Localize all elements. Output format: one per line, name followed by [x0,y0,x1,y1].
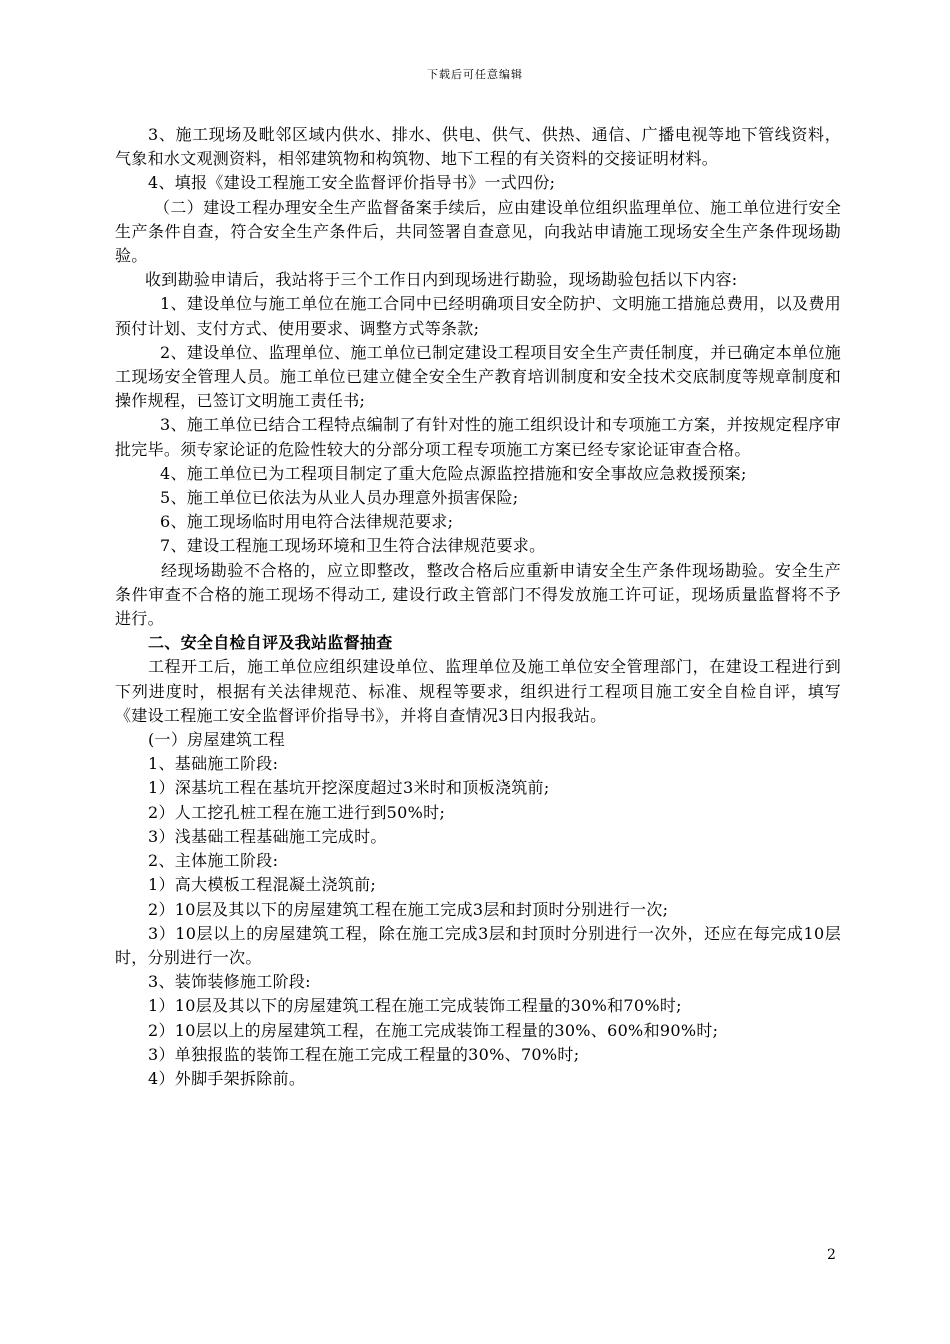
list-item-decoration-below-10: 1）10层及其以下的房屋建筑工程在施工完成装饰工程量的30%和70%时; [148,996,682,1016]
paragraph-item-3: 3、施工单位已结合工程特点编制了有针对性的施工组织设计和专项施工方案，并按规定程序审批完毕。须专家论证的危险性较大的分部分项工程专项施工方案已经专家论证审查合格。 [115,415,841,459]
list-item-scaffold-removal: 4）外脚手架拆除前。 [148,1068,306,1088]
paragraph-inspection-failure: 经现场勘验不合格的，应立即整改，整改合格后应重新申请安全生产条件现场勘验。安全生产条件审查不合格的施工现场不得动工, 建设行政主管部门不得发放施工许可证，现场质量监督将不予进行。 [115,560,841,629]
paragraph-item-2: 2、建设单位、监理单位、施工单位已制定建设工程项目安全生产责任制度，并已确定本单位施工现场安全管理人员。施工单位已建立健全安全生产教育培训制度和安全技术交底制度等规章制度和操作规程，已签订文明施工责任书; [115,342,841,411]
list-item-manual-pile: 2）人工挖孔桩工程在施工进行到50%时; [148,802,446,822]
list-item-10-floors-above: 3）10层以上的房屋建筑工程，除在施工完成3层和封顶时分别进行一次外，还应在每完成10层时，分别进行一次。 [115,923,841,967]
paragraph-item-4: 4、施工单位已为工程项目制定了重大危险点源监控措施和安全事故应急救援预案; [160,463,747,483]
list-item-deep-pit: 1）深基坑工程在基坑开挖深度超过3米时和顶板浇筑前; [148,778,550,798]
paragraph-item-5: 5、施工单位已依法为从业人员办理意外损害保险; [160,488,519,508]
list-item-shallow-foundation: 3）浅基础工程基础施工完成时。 [148,826,387,846]
paragraph-inspection-intro: 收到勘验申请后，我站将于三个工作日内到现场进行勘验，现场勘验包括以下内容: [145,270,738,290]
paragraph-after-start: 工程开工后，施工单位应组织建设单位、监理单位及施工单位安全管理部门，在建设工程进行到下列进度时，根据有关法律规范、标准、规程等要求，组织进行工程项目施工安全自检自评，填写《建设工程施工安全监督评价指导书》，并将自查情况3日内报我站。 [115,657,841,725]
list-heading-decoration: 3、装饰装修施工阶段: [148,972,311,992]
paragraph-item-7: 7、建设工程施工现场环境和卫生符合法律规范要求。 [160,536,546,556]
list-item-decoration-above-10: 2）10层以上的房屋建筑工程，在施工完成装饰工程量的30%、60%和90%时; [148,1020,719,1040]
list-item-separate-decoration: 3）单独报监的装饰工程在施工完成工程量的30%、70%时; [148,1044,580,1064]
paragraph-section-two-selfcheck: （二）建设工程办理安全生产监督备案手续后，应由建设单位组织监理单位、施工单位进行安全生产条件自查，符合安全生产条件后，共同签署自查意见，向我站申请施工现场安全生产条件现场勘验。 [115,197,841,266]
page-number: 2 [827,1247,836,1263]
subsection-heading-housing: (一）房屋建筑工程 [148,730,285,750]
paragraph-pipeline-materials: 3、施工现场及毗邻区域内供水、排水、供电、供气、供热、通信、广播电视等地下管线资料，气象和水文观测资料，相邻建筑物和构筑物、地下工程的有关资料的交接证明材料。 [115,125,841,169]
paragraph-fill-guide-book: 4、填报《建设工程施工安全监督评价指导书》一式四份; [148,173,556,193]
list-heading-foundation: 1、基础施工阶段: [148,754,279,774]
list-item-10-floors-below: 2）10层及其以下的房屋建筑工程在施工完成3层和封顶时分别进行一次; [148,899,669,919]
document-body [115,123,841,1091]
paragraph-item-6: 6、施工现场临时用电符合法律规范要求; [160,512,454,532]
page-header: 下载后可任意编辑 [427,68,523,81]
paragraph-item-1: 1、建设单位与施工单位在施工合同中已经明确项目安全防护、文明施工措施总费用，以及费用预付计划、支付方式、使用要求、调整方式等条款; [115,294,841,338]
list-heading-main-structure: 2、主体施工阶段: [148,851,279,871]
list-item-formwork: 1）高大模板工程混凝土浇筑前; [148,875,377,895]
section-heading-self-inspection: 二、安全自检自评及我站监督抽查 [148,633,393,653]
